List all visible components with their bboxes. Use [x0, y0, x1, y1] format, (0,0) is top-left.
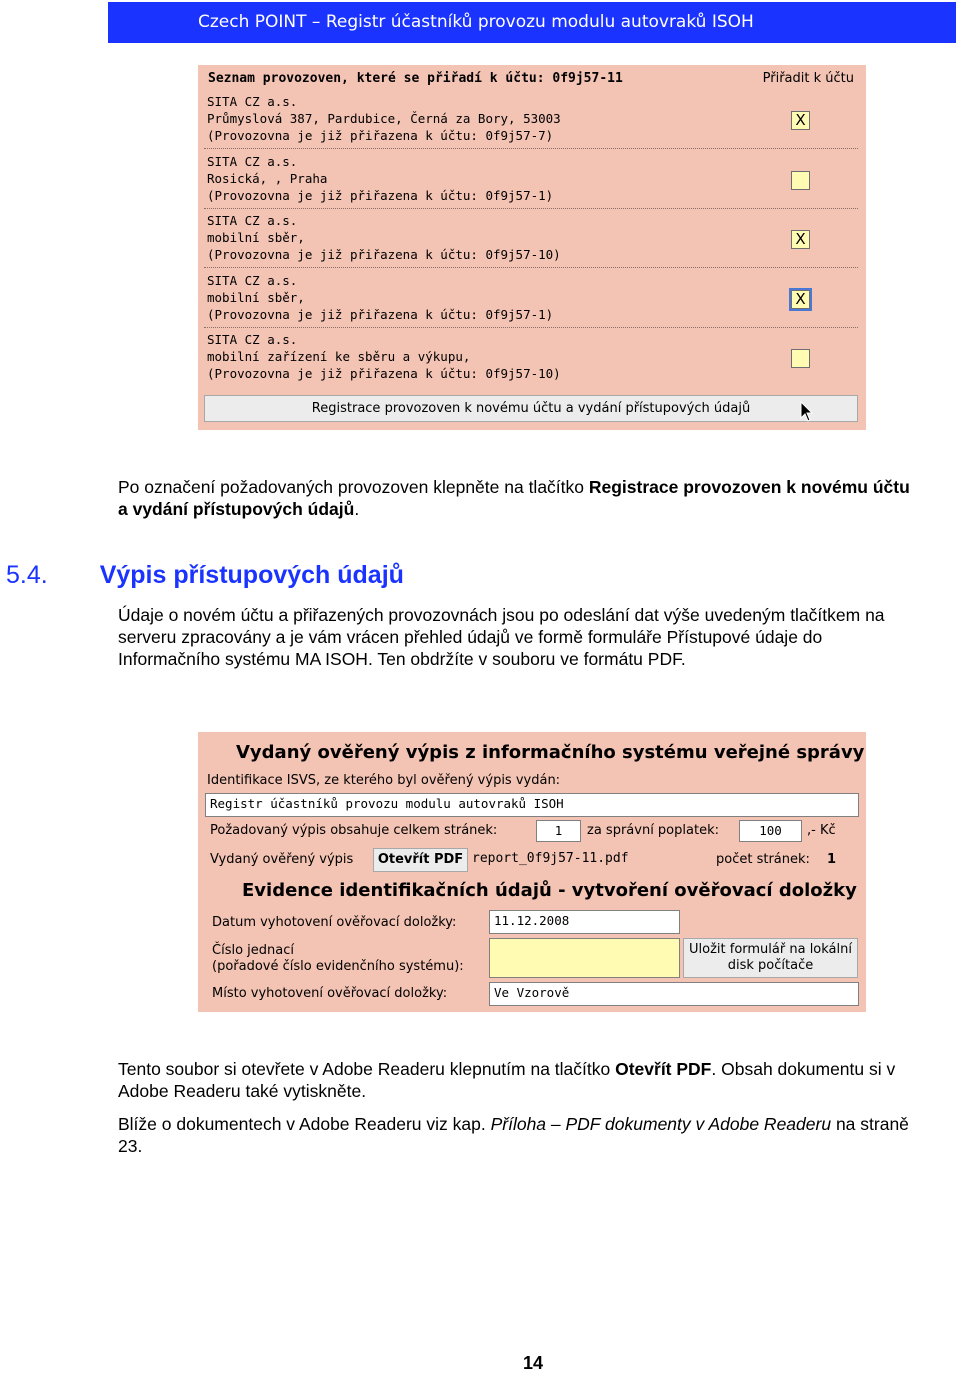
assign-column-header: Přiřadit k účtu [762, 71, 854, 86]
list-item [204, 149, 858, 209]
instruction-paragraph [118, 476, 918, 520]
row-status: (Provozovna je již přiřazena k účtu: 0f9j57-7) [207, 128, 554, 143]
button-reference: Registrace provozoven k novému účtu a vydání přístupových údajů [118, 477, 910, 519]
description-paragraph: Údaje o novém účtu a přiřazených provozovnách jsou po odeslání dat výše uvedeným tlačítkem na serveru zpracovány a je vám vrácen přehled údajů ve formě formuláře Přístupové údaje do Informačního systému MA ISOH. Ten obdržíte v souboru ve formátu PDF. [118, 605, 885, 669]
text-run: . Obsah dokumentu si v Adobe Readeru také vytiskněte. [118, 1059, 896, 1101]
pages-label: Požadovaný výpis obsahuje celkem stránek: [210, 823, 498, 838]
date-label: Datum vyhotovení ověřovací doložky: [212, 915, 457, 930]
text-run: . [354, 499, 360, 519]
fee-label: za správní poplatek: [587, 823, 719, 838]
assign-checkbox[interactable] [791, 349, 810, 368]
row-status: (Provozovna je již přiřazena k účtu: 0f9j57-10) [207, 366, 561, 381]
list-title: Seznam provozoven, které se přiřadí k účtu: 0f9j57-11 [208, 71, 623, 86]
section-heading [6, 561, 404, 590]
fee-field[interactable]: 100 [739, 820, 802, 842]
section-number: 5.4. [6, 561, 48, 589]
text-run: Tento soubor si otevřete v Adobe Readeru klepnutím na tlačítko [118, 1059, 616, 1079]
row-address: Průmyslová 387, Pardubice, Černá za Bory, 53003 [207, 111, 561, 126]
row-company: SITA CZ a.s. [207, 332, 298, 347]
page-count-value: 1 [827, 852, 837, 867]
reference-paragraph [118, 1113, 918, 1157]
assign-checkbox[interactable]: X [791, 290, 810, 309]
currency-label: ,- Kč [807, 823, 836, 838]
row-status: (Provozovna je již přiřazena k účtu: 0f9j57-10) [207, 247, 561, 262]
evidence-title: Evidence identifikačních údajů - vytvoření ověřovací doložky [242, 880, 857, 901]
ref-sublabel: (pořadové číslo evidenčního systému): [212, 959, 464, 974]
list-item [204, 89, 858, 149]
list-item [204, 327, 858, 386]
isvs-label: Identifikace ISVS, ze kterého byl ověřený výpis vydán: [207, 773, 561, 788]
row-company: SITA CZ a.s. [207, 273, 298, 288]
row-address: mobilní sběr, [207, 290, 305, 305]
isvs-field[interactable]: Registr účastníků provozu modulu autovraků ISOH [205, 793, 859, 817]
row-address: mobilní zařízení ke sběru a výkupu, [207, 349, 471, 364]
row-company: SITA CZ a.s. [207, 213, 298, 228]
save-button-line: disk počítače [727, 958, 814, 973]
assign-checkbox[interactable] [791, 171, 810, 190]
page-count-label: počet stránek: [716, 852, 810, 867]
place-field[interactable]: Ve Vzorově [489, 982, 859, 1006]
button-reference: Otevřít PDF [615, 1059, 712, 1079]
issued-label: Vydaný ověřený výpis [210, 852, 354, 867]
open-pdf-button[interactable]: Otevřít PDF [373, 848, 468, 872]
assign-checkbox[interactable]: X [791, 230, 810, 249]
row-company: SITA CZ a.s. [207, 154, 298, 169]
chapter-reference: Příloha – PDF dokumenty v Adobe Readeru [490, 1114, 832, 1134]
ref-label: Číslo jednací [212, 943, 294, 958]
date-field[interactable]: 11.12.2008 [489, 910, 680, 934]
page-header: Czech POINT – Registr účastníků provozu modulu autovraků ISOH [108, 2, 956, 43]
vypis-screenshot [198, 732, 866, 1012]
text-run: na straně 23. [118, 1114, 909, 1156]
provozovny-screenshot [198, 65, 866, 430]
open-pdf-paragraph [118, 1058, 918, 1102]
assign-checkbox[interactable]: X [791, 111, 810, 130]
row-status: (Provozovna je již přiřazena k účtu: 0f9j57-1) [207, 188, 554, 203]
mouse-pointer-icon [800, 401, 814, 423]
row-company: SITA CZ a.s. [207, 94, 298, 109]
list-item [204, 208, 858, 268]
register-button[interactable]: Registrace provozoven k novému účtu a vydání přístupových údajů [204, 395, 858, 422]
save-button-line: Uložit formulář na lokální [689, 942, 852, 957]
page-number: 14 [522, 1353, 544, 1373]
place-label: Místo vyhotovení ověřovací doložky: [212, 986, 448, 1001]
row-address: mobilní sběr, [207, 230, 305, 245]
file-name[interactable]: report_0f9j57-11.pdf [472, 851, 629, 866]
row-status: (Provozovna je již přiřazena k účtu: 0f9j57-1) [207, 307, 554, 322]
save-form-button[interactable] [683, 938, 858, 978]
section-title: Výpis přístupových údajů [99, 561, 404, 589]
text-run: Blíže o dokumentech v Adobe Readeru viz kap. [118, 1114, 491, 1134]
list-item [204, 268, 858, 328]
form-title: Vydaný ověřený výpis z informačního systému veřejné správy [236, 742, 865, 763]
pages-field[interactable]: 1 [536, 820, 581, 842]
row-address: Rosická, , Praha [207, 171, 328, 186]
ref-field[interactable] [489, 938, 680, 978]
text-run: Po označení požadovaných provozoven klepněte na tlačítko [118, 477, 589, 497]
